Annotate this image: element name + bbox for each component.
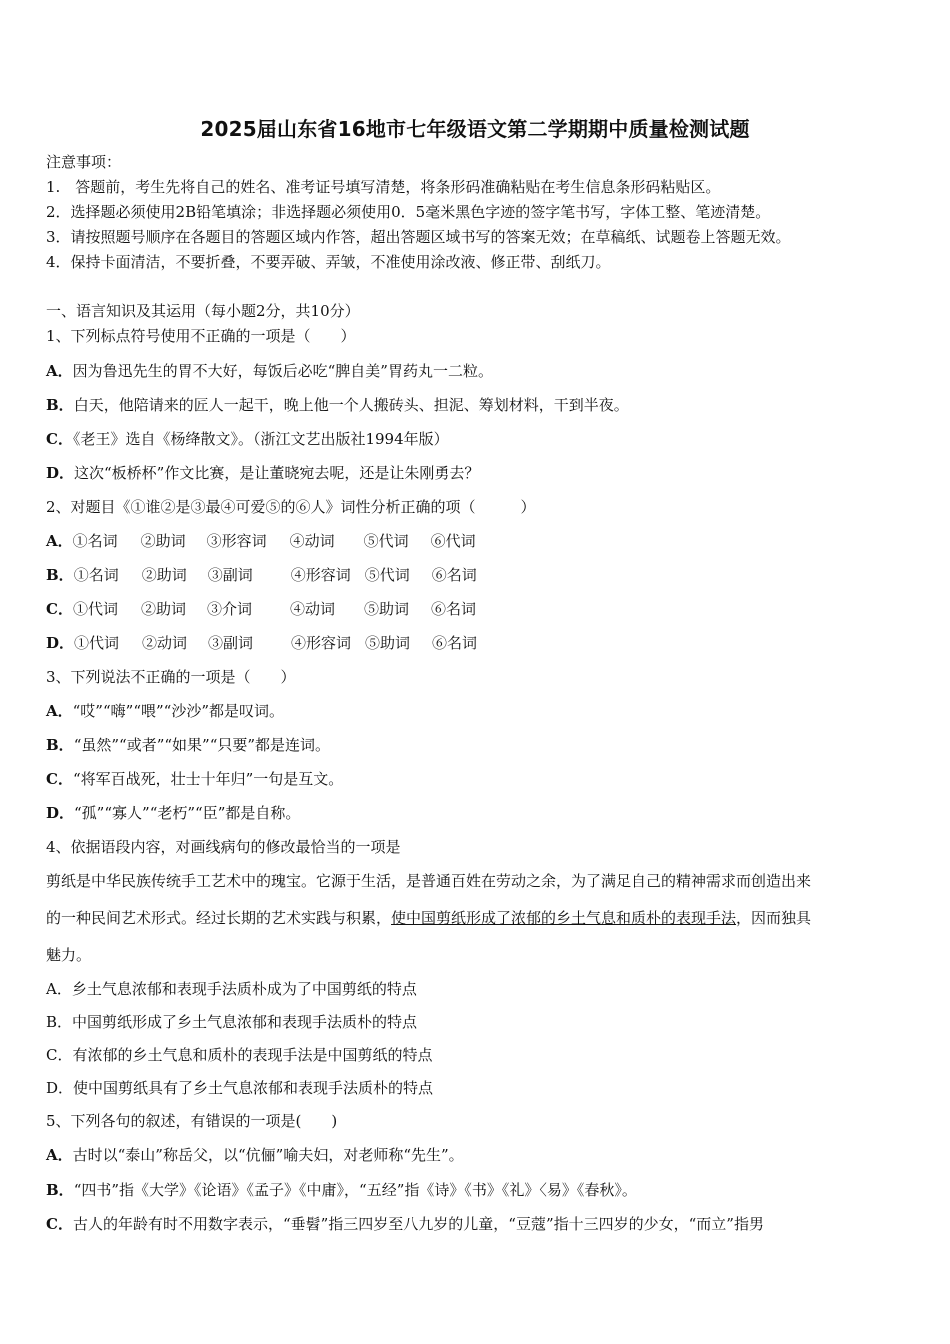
section-heading: 一、语言知识及其运用（每小题2分，共10分）	[46, 302, 360, 320]
part-5: ⑤助词	[365, 634, 411, 652]
q5-option-c	[46, 1214, 764, 1234]
q2-option-d	[46, 633, 477, 653]
q4-passage-line-3: 魅力。	[46, 946, 92, 964]
option-label: B．	[46, 1181, 74, 1199]
part-2: ②助词	[140, 532, 186, 550]
q3-option-d	[46, 803, 300, 823]
option-text: 古人的年龄有时不用数字表示，“垂髫”指三四岁至八九岁的儿童，“豆蔻”指十三四岁的少女，“而立”指男	[72, 1215, 764, 1233]
q3-option-c	[46, 769, 343, 789]
option-text: 因为鲁迅先生的胃不大好，每饭后必吃“脾自美”胃药丸一二粒。	[72, 362, 493, 380]
part-4: ④形容词	[291, 634, 352, 652]
q2-option-a	[46, 531, 476, 551]
option-text: 这次“板桥杯”作文比赛，是让董晓宛去呢，还是让朱刚勇去？	[74, 464, 480, 482]
option-label: D．	[46, 464, 75, 482]
option-text: 古时以“泰山”称岳父，以“伉俪”喻夫妇，对老师称“先生”。	[72, 1146, 464, 1164]
q1-option-d	[46, 463, 479, 483]
q2-stem: 2、对题目《①谁②是③最④可爱⑤的⑥人》词性分析正确的项（ ）	[46, 498, 536, 516]
notice-item-1: 1. 答题前，考生先将自己的姓名、准考证号填写清楚，将条形码准确粘贴在考生信息条形码粘贴区。	[46, 178, 721, 196]
part-4: ④动词	[289, 600, 335, 618]
notice-heading: 注意事项：	[46, 153, 122, 171]
part-1: ①名词	[72, 532, 118, 550]
option-text: “孤”“寡人”“老朽”“臣”都是自称。	[74, 804, 301, 822]
underlined-sentence: 使中国剪纸形成了浓郁的乡土气息和质朴的表现手法	[391, 909, 737, 927]
option-text: “将军百战死，壮士十年归”一句是互文。	[72, 770, 344, 788]
part-6: ⑥名词	[430, 600, 476, 618]
part-2: ②助词	[141, 566, 187, 584]
q5-stem: 5、下列各句的叙述，有错误的一项是( )	[46, 1112, 338, 1130]
part-3: ③副词	[208, 634, 254, 652]
q4-passage-line-2	[46, 908, 811, 928]
option-label: C．	[46, 430, 73, 448]
option-text: 《老王》选自《杨绛散文》。（浙江文艺出版社1994年版）	[72, 430, 449, 448]
option-label: A．	[46, 1146, 73, 1164]
option-label: C．	[46, 770, 73, 788]
q3-option-a	[46, 701, 284, 721]
part-1: ①代词	[72, 600, 118, 618]
notice-item-4: 4．保持卡面清洁，不要折叠，不要弄破、弄皱，不准使用涂改液、修正带、刮纸刀。	[46, 253, 611, 271]
part-6: ⑥代词	[430, 532, 476, 550]
part-3: ③介词	[206, 600, 252, 618]
passage-text: 的一种民间艺术形式。经过长期的艺术实践与积累，	[46, 909, 392, 927]
option-text: 白天，他陪请来的匠人一起干，晚上他一个人搬砖头、担泥、筹划材料，干到半夜。	[73, 396, 629, 414]
q2-option-b	[46, 565, 477, 585]
q4-stem: 4、依据语段内容，对画线病句的修改最恰当的一项是	[46, 838, 401, 856]
q3-option-b	[46, 735, 330, 755]
q3-stem: 3、下列说法不正确的一项是（ ）	[46, 668, 296, 686]
q4-option-a: A．乡土气息浓郁和表现手法质朴成为了中国剪纸的特点	[46, 980, 417, 998]
option-label: A．	[46, 362, 73, 380]
option-label: A．	[46, 532, 73, 550]
q1-option-a	[46, 361, 493, 381]
option-text: “四书”指《大学》《论语》《孟子》《中庸》，“五经”指《诗》《书》《礼》〈易》《春秋》。	[73, 1181, 637, 1199]
passage-text: ，因而独具	[736, 909, 812, 927]
part-6: ⑥名词	[431, 566, 477, 584]
q1-option-c	[46, 429, 449, 449]
notice-item-3: 3．请按照题号顺序在各题目的答题区域内作答，超出答题区域书写的答案无效；在草稿纸、试题卷上答题无效。	[46, 228, 791, 246]
part-4: ④动词	[289, 532, 335, 550]
option-label: D．	[46, 804, 75, 822]
q5-option-b	[46, 1180, 637, 1200]
part-3: ③副词	[207, 566, 253, 584]
q4-option-d: D．使中国剪纸具有了乡土气息浓郁和表现手法质朴的特点	[46, 1079, 434, 1097]
part-1: ①名词	[73, 566, 119, 584]
option-label: B．	[46, 396, 74, 414]
part-2: ②助词	[140, 600, 186, 618]
q1-stem: 1、下列标点符号使用不正确的一项是（ ）	[46, 327, 356, 345]
part-6: ⑥名词	[432, 634, 478, 652]
q5-option-a	[46, 1145, 464, 1165]
part-5: ⑤代词	[363, 532, 409, 550]
q4-option-c: C．有浓郁的乡土气息和质朴的表现手法是中国剪纸的特点	[46, 1046, 433, 1064]
option-label: B．	[46, 736, 74, 754]
part-5: ⑤助词	[363, 600, 409, 618]
q1-option-b	[46, 395, 629, 415]
part-1: ①代词	[74, 634, 120, 652]
option-label: C．	[46, 1215, 73, 1233]
option-text: “哎”“嗨”“喂”“沙沙”都是叹词。	[72, 702, 284, 720]
option-label: B．	[46, 566, 74, 584]
q4-option-b: B．中国剪纸形成了乡土气息浓郁和表现手法质朴的特点	[46, 1013, 418, 1031]
notice-item-2: 2．选择题必须使用2B铅笔填涂；非选择题必须使用0．5毫米黑色字迹的签字笔书写，字体工整、笔迹清楚。	[46, 203, 771, 221]
option-label: C．	[46, 600, 73, 618]
q2-option-c	[46, 599, 476, 619]
part-5: ⑤代词	[364, 566, 410, 584]
option-label: D．	[46, 634, 75, 652]
option-label: A．	[46, 702, 73, 720]
part-3: ③形容词	[206, 532, 267, 550]
part-2: ②动词	[142, 634, 188, 652]
option-text: “虽然”“或者”“如果”“只要”都是连词。	[73, 736, 331, 754]
q4-passage-line-1: 剪纸是中华民族传统手工艺术中的瑰宝。它源于生活，是普通百姓在劳动之余，为了满足自己的精神需求而创造出来	[46, 872, 812, 890]
part-4: ④形容词	[290, 566, 351, 584]
exam-title: 2025届山东省16地市七年级语文第二学期期中质量检测试题	[200, 117, 750, 141]
